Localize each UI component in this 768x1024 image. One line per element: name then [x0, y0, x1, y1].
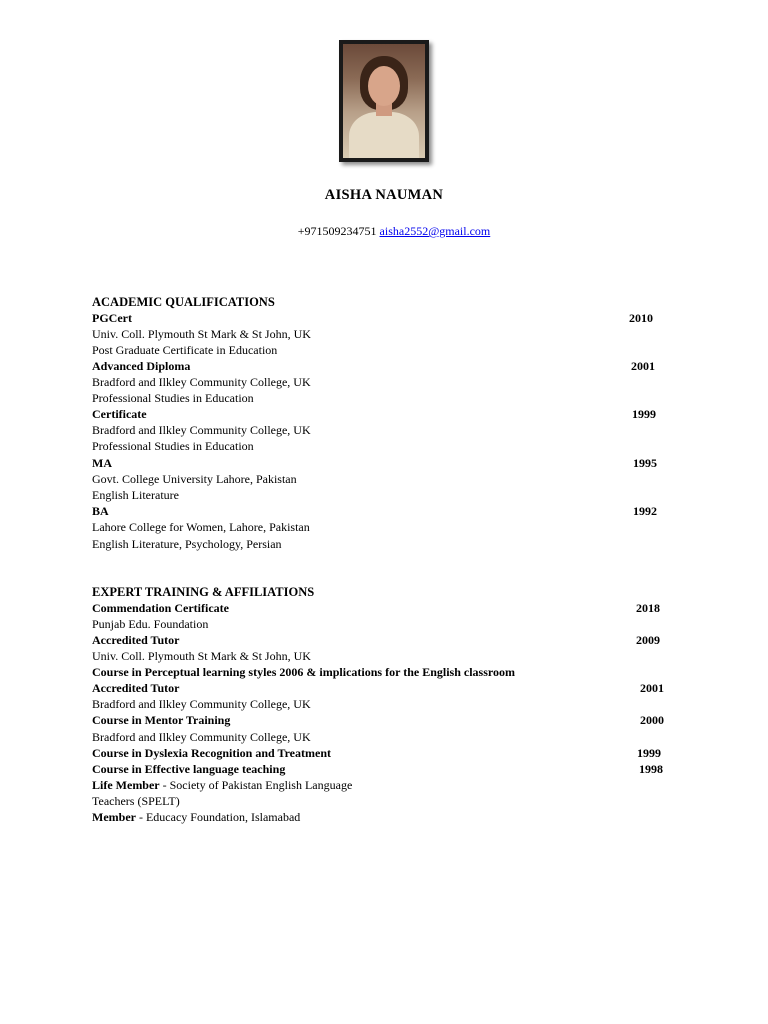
academic-item-title: BA	[92, 504, 109, 518]
profile-photo	[343, 44, 425, 158]
academic-item-year: 2001	[631, 359, 655, 373]
training-item-title: Course in Mentor Training	[92, 713, 231, 727]
academic-item-year: 2010	[629, 311, 653, 325]
candidate-name: AISHA NAUMAN	[324, 187, 444, 203]
academic-item-line: English Literature	[92, 488, 179, 502]
academic-item-line: Bradford and Ilkley Community College, UK	[92, 375, 311, 389]
membership-label: Life Member	[92, 778, 160, 792]
academic-item-line: Lahore College for Women, Lahore, Pakistan	[92, 520, 310, 534]
training-item-line: Bradford and Ilkley Community College, UK	[92, 697, 311, 711]
membership-text-continued: Teachers (SPELT)	[92, 794, 180, 808]
training-item-title: Accredited Tutor	[92, 681, 180, 695]
academic-item-line: Post Graduate Certificate in Education	[92, 343, 278, 357]
profile-photo-frame	[339, 40, 429, 162]
academic-item-title: MA	[92, 456, 112, 470]
academic-item-title: PGCert	[92, 311, 132, 325]
academic-item-line: English Literature, Psychology, Persian	[92, 537, 282, 551]
membership-text: - Educacy Foundation, Islamabad	[135, 810, 301, 824]
academic-item-title: Advanced Diploma	[92, 359, 191, 373]
academic-item-line: Univ. Coll. Plymouth St Mark & St John, UK	[92, 327, 311, 341]
training-item-year: 2001	[640, 681, 664, 695]
academic-item-year: 1999	[632, 407, 656, 421]
phone-number: +971509234751	[297, 224, 377, 238]
email-link[interactable]: aisha2552@gmail.com	[379, 224, 491, 238]
membership-label: Member	[92, 810, 136, 824]
academic-item-year: 1995	[633, 456, 657, 470]
academic-item-line: Professional Studies in Education	[92, 391, 254, 405]
training-item-line: Bradford and Ilkley Community College, UK	[92, 730, 311, 744]
academic-item-line: Bradford and Ilkley Community College, UK	[92, 423, 311, 437]
training-item-year: 2009	[636, 633, 660, 647]
academic-heading: ACADEMIC QUALIFICATIONS	[92, 295, 275, 309]
training-item-title: Course in Effective language teaching	[92, 762, 286, 776]
training-item-year: 1999	[637, 746, 661, 760]
training-item-title: Course in Dyslexia Recognition and Treatment	[92, 746, 331, 760]
contact-line	[0, 224, 768, 239]
academic-item-line: Professional Studies in Education	[92, 439, 254, 453]
training-item-line: Punjab Edu. Foundation	[92, 617, 209, 631]
academic-item-line: Govt. College University Lahore, Pakistan	[92, 472, 297, 486]
academic-item-title: Certificate	[92, 407, 147, 421]
membership-text: - Society of Pakistan English Language	[159, 778, 353, 792]
training-item-year: 2018	[636, 601, 660, 615]
training-item-title: Course in Perceptual learning styles 2006 & implications for the English classroom	[92, 665, 515, 679]
training-item-line: Univ. Coll. Plymouth St Mark & St John, UK	[92, 649, 311, 663]
training-item-title: Commendation Certificate	[92, 601, 229, 615]
training-item-title: Accredited Tutor	[92, 633, 180, 647]
training-item-year: 1998	[639, 762, 663, 776]
academic-item-year: 1992	[633, 504, 657, 518]
training-heading: EXPERT TRAINING & AFFILIATIONS	[92, 585, 315, 599]
membership-item	[92, 778, 352, 792]
training-item-year: 2000	[640, 713, 664, 727]
membership-item	[92, 810, 300, 824]
